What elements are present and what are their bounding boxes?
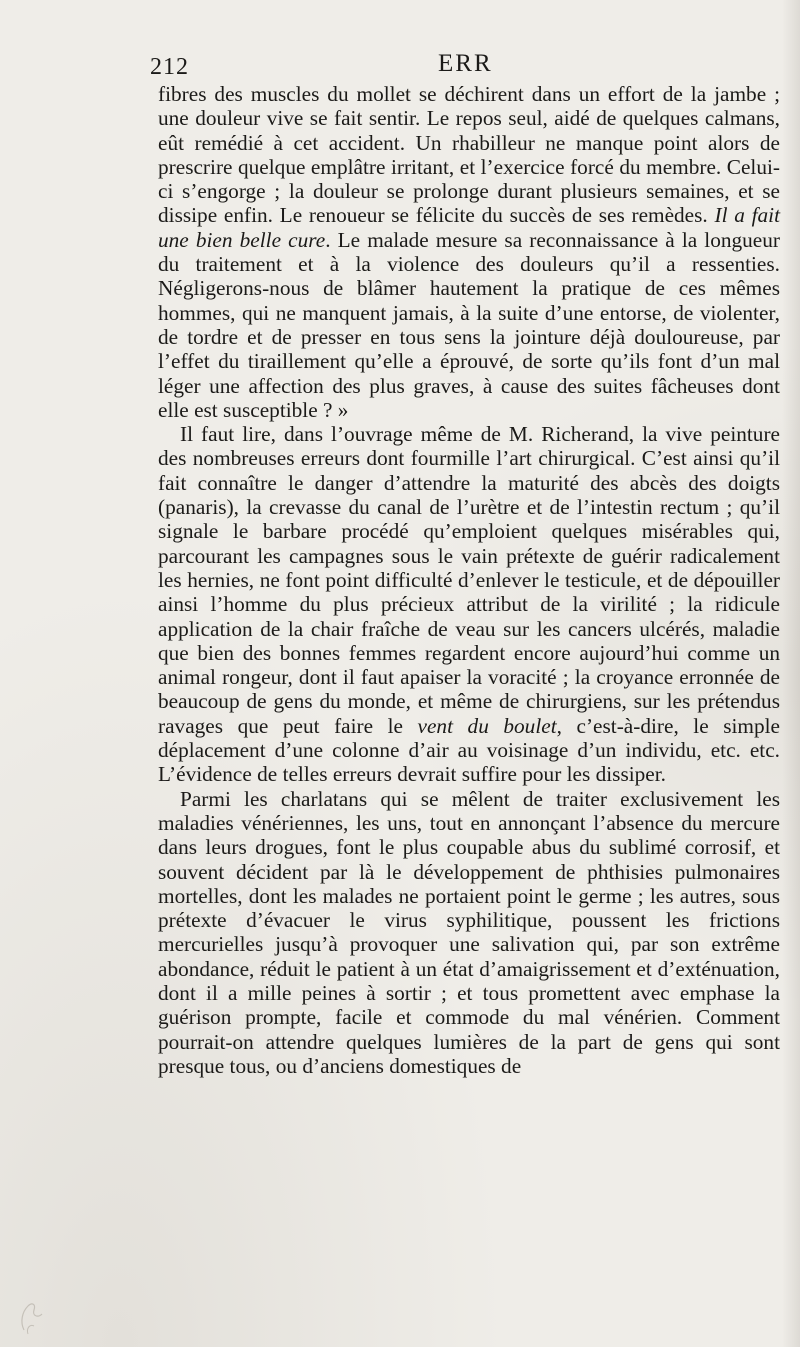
running-head: ERR bbox=[438, 50, 493, 77]
paragraph bbox=[158, 422, 780, 786]
body-text bbox=[158, 82, 780, 1078]
paper-stain-mark bbox=[18, 1296, 48, 1336]
paragraph-text: fibres des muscles du mollet se déchirent dans un effort de la jambe ; une douleur vive se fait sentir. Le repos seul, aidé de quelques calmans, eût remédié à cet accident. Un rhabilleur ne manque point alors de prescrire quelque emplâtre irritant, et l’exercice forcé du membre. Celui-ci s’engorge ; la douleur se prolonge durant plusieurs semaines, et se dissipe enfin. Le renoueur se félicite du succès de ses remèdes. bbox=[158, 82, 780, 228]
page-number: 212 bbox=[150, 54, 189, 80]
italic-quote: Il a fait une bien belle cure bbox=[158, 203, 780, 252]
paragraph-continued bbox=[158, 82, 780, 422]
paragraph bbox=[158, 787, 780, 1079]
page-edge-shadow bbox=[782, 0, 800, 1347]
paragraph-text: . Le malade mesure sa reconnaissance à la longueur du traitement et à la violence des douleurs qu’il a ressenties. Négligerons-nous de blâmer hautement la pratique de ces mêmes hommes, qui ne manquent jamais, à la suite d’une entorse, de violenter, de tordre et de presser en tous sens la jointure déjà douloureuse, par l’effet du tiraillement qu’elle a éprouvé, de sorte qu’ils font d’un mal léger une affection des plus graves, à cause des suites fâcheuses dont elle est susceptible ? » bbox=[158, 227, 780, 422]
paragraph-text: Parmi les charlatans qui se mêlent de traiter exclusivement les maladies vénériennes, les uns, tout en annonçant l’absence du mercure dans leurs drogues, font le plus coupable abus du sublimé corrosif, et souvent décident par là le développement de phthisies pulmonaires mortelles, dont les malades ne portaient point le germe ; les autres, sous prétexte d’évacuer le virus syphilitique, poussent les frictions mercurielles jusqu’à provoquer une salivation qui, par son extrême abondance, réduit le patient à un état d’amaigrissement et d’exténuation, dont il a mille peines à sortir ; et tous promettent avec emphase la guérison prompte, facile et commode du mal vénérien. Comment pourrait-on attendre quelques lumières de la part de gens qui sont presque tous, ou d’anciens domestiques de bbox=[158, 786, 780, 1078]
paragraph-text: Il faut lire, dans l’ouvrage même de M. Richerand, la vive peinture des nombreuses erreurs dont fourmille l’art chirurgical. C’est ainsi qu’il fait connaître le danger d’attendre la maturité des abcès des doigts (panaris), la crevasse du canal de l’urètre et de l’intestin rectum ; qu’il signale le barbare procédé qu’emploient quelques misérables qui, parcourant les campagnes sous le vain prétexte de guérir radicalement les hernies, ne font point difficulté d’enlever le testicule, et de dépouiller ainsi l’homme du plus précieux attribut de la virilité ; la ridicule application de la chair fraîche de veau sur les cancers ulcérés, maladie que bien des bonnes femmes regardent encore aujourd’hui comme un animal rongeur, dont il faut apaiser la voracité ; la croyance erronnée de beaucoup de gens du monde, et même de chirurgiens, sur les prétendus ravages que peut faire le bbox=[158, 422, 780, 738]
page-header bbox=[150, 48, 780, 82]
italic-term: vent du boulet bbox=[417, 713, 557, 738]
paragraph-text: , c’est-à-dire, le simple déplacement d’une colonne d’air au voisinage d’un individu, etc. etc. L’évidence de telles erreurs devrait suffire pour les dissiper. bbox=[158, 713, 780, 787]
